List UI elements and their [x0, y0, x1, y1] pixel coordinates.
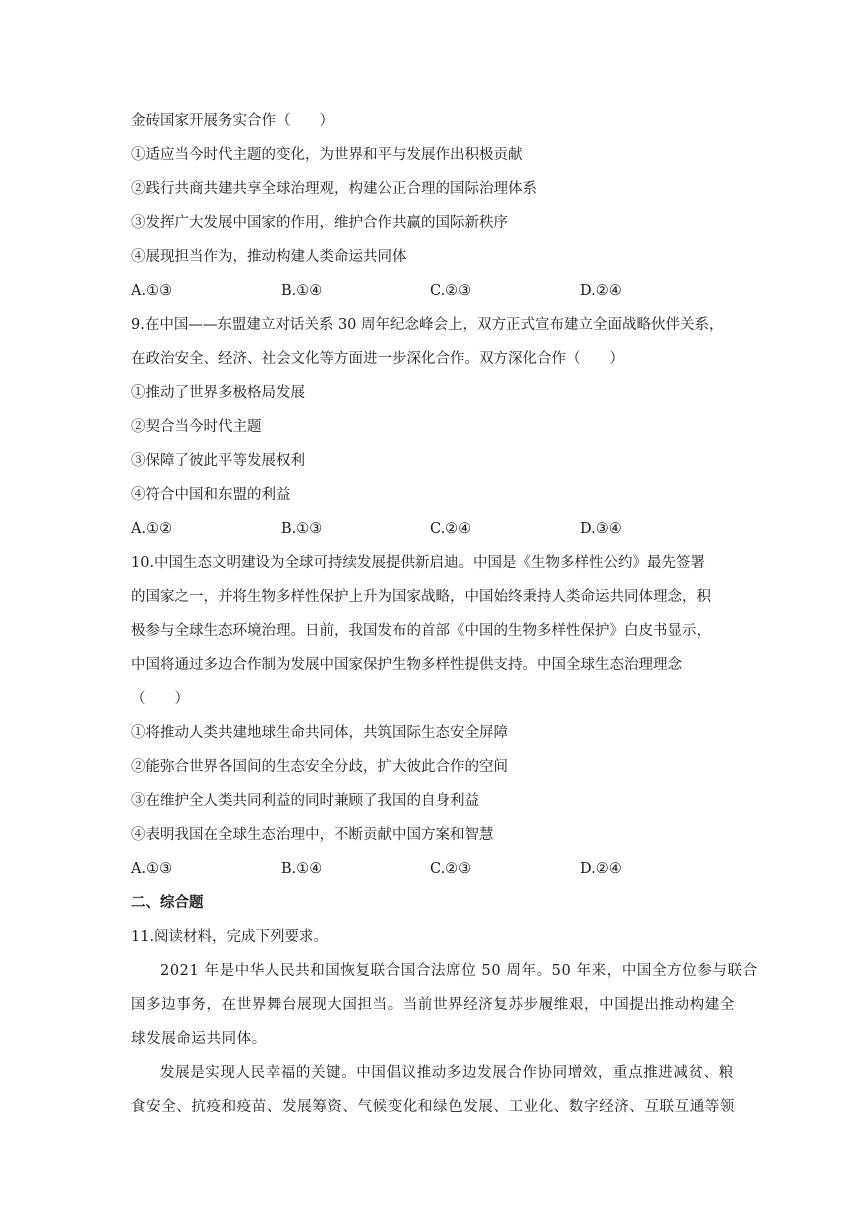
q8-statement-1: ①适应当今时代主题的变化，为世界和平与发展作出积极贡献 — [131, 147, 523, 163]
q8-option-c[interactable]: C.②③ — [430, 283, 472, 299]
q11-stem: 11.阅读材料，完成下列要求。 — [131, 929, 329, 945]
q10-options — [131, 859, 731, 879]
q8-stem-tail: 金砖国家开展务实合作（ ） — [131, 113, 334, 129]
q11-para2-line-1: 发展是实现人民幸福的关键。中国倡议推动多边发展合作协同增效，重点推进减贫、粮 — [160, 1065, 734, 1081]
q9-option-c[interactable]: C.②④ — [430, 521, 472, 537]
q8-option-b[interactable]: B.①④ — [281, 283, 323, 299]
q10-stem-line-5: （ ） — [131, 691, 189, 707]
q11-para1-line-3: 球发展命运共同体。 — [131, 1031, 267, 1047]
q8-statement-4: ④展现担当作为，推动构建人类命运共同体 — [131, 249, 407, 265]
q10-stem-line-1: 10.中国生态文明建设为全球可持续发展提供新启迪。中国是《生物多样性公约》最先签署 — [131, 555, 706, 571]
q9-options — [131, 519, 731, 539]
q10-stem-line-3: 极参与全球生态环境治理。日前，我国发布的首部《中国的生物多样性保护》白皮书显示， — [131, 623, 711, 639]
q10-option-b[interactable]: B.①④ — [281, 861, 323, 877]
q8-statement-2: ②践行共商共建共享全球治理观，构建公正合理的国际治理体系 — [131, 181, 537, 197]
q9-option-d[interactable]: D.③④ — [580, 521, 622, 537]
q10-stem-line-2: 的国家之一，并将生物多样性保护上升为国家战略，中国始终秉持人类命运共同体理念，积 — [131, 589, 711, 605]
q9-option-a[interactable]: A.①② — [131, 521, 173, 537]
q9-stem-line-1: 9.在中国——东盟建立对话关系 30 周年纪念峰会上，双方正式宣布建立全面战略伙伴关系， — [131, 317, 724, 333]
q9-statement-4: ④符合中国和东盟的利益 — [131, 487, 291, 503]
q8-option-a[interactable]: A.①③ — [131, 283, 173, 299]
q10-option-c[interactable]: C.②③ — [430, 861, 472, 877]
q11-para2-line-2: 食安全、抗疫和疫苗、发展筹资、气候变化和绿色发展、工业化、数字经济、互联互通等领 — [131, 1099, 735, 1115]
q11-para1-line-2: 国多边事务，在世界舞台展现大国担当。当前世界经济复苏步履维艰，中国提出推动构建全 — [131, 997, 735, 1013]
q10-statement-2: ②能弥合世界各国间的生态安全分歧，扩大彼此合作的空间 — [131, 759, 508, 775]
section-title: 二、综合题 — [131, 895, 204, 911]
q10-option-d[interactable]: D.②④ — [580, 861, 622, 877]
q10-option-a[interactable]: A.①③ — [131, 861, 173, 877]
q9-statement-1: ①推动了世界多极格局发展 — [131, 385, 305, 401]
q10-statement-4: ④表明我国在全球生态治理中，不断贡献中国方案和智慧 — [131, 827, 494, 843]
q8-statement-3: ③发挥广大发展中国家的作用，维护合作共赢的国际新秩序 — [131, 215, 508, 231]
q10-stem-line-4: 中国将通过多边合作制为发展中国家保护生物多样性提供支持。中国全球生态治理理念 — [131, 657, 682, 673]
q9-stem-line-2: 在政治安全、经济、社会文化等方面进一步深化合作。双方深化合作（ ） — [131, 351, 624, 367]
q9-statement-3: ③保障了彼此平等发展权利 — [131, 453, 305, 469]
q9-statement-2: ②契合当今时代主题 — [131, 419, 262, 435]
q10-statement-1: ①将推动人类共建地球生命共同体，共筑国际生态安全屏障 — [131, 725, 508, 741]
q8-option-d[interactable]: D.②④ — [580, 283, 622, 299]
q9-option-b[interactable]: B.①③ — [281, 521, 323, 537]
q8-options — [131, 281, 731, 301]
q10-statement-3: ③在维护全人类共同利益的同时兼顾了我国的自身利益 — [131, 793, 479, 809]
q11-para1-line-1: 2021 年是中华人民共和国恢复联合国合法席位 50 周年。50 年来，中国全方位参与联合 — [160, 963, 758, 979]
